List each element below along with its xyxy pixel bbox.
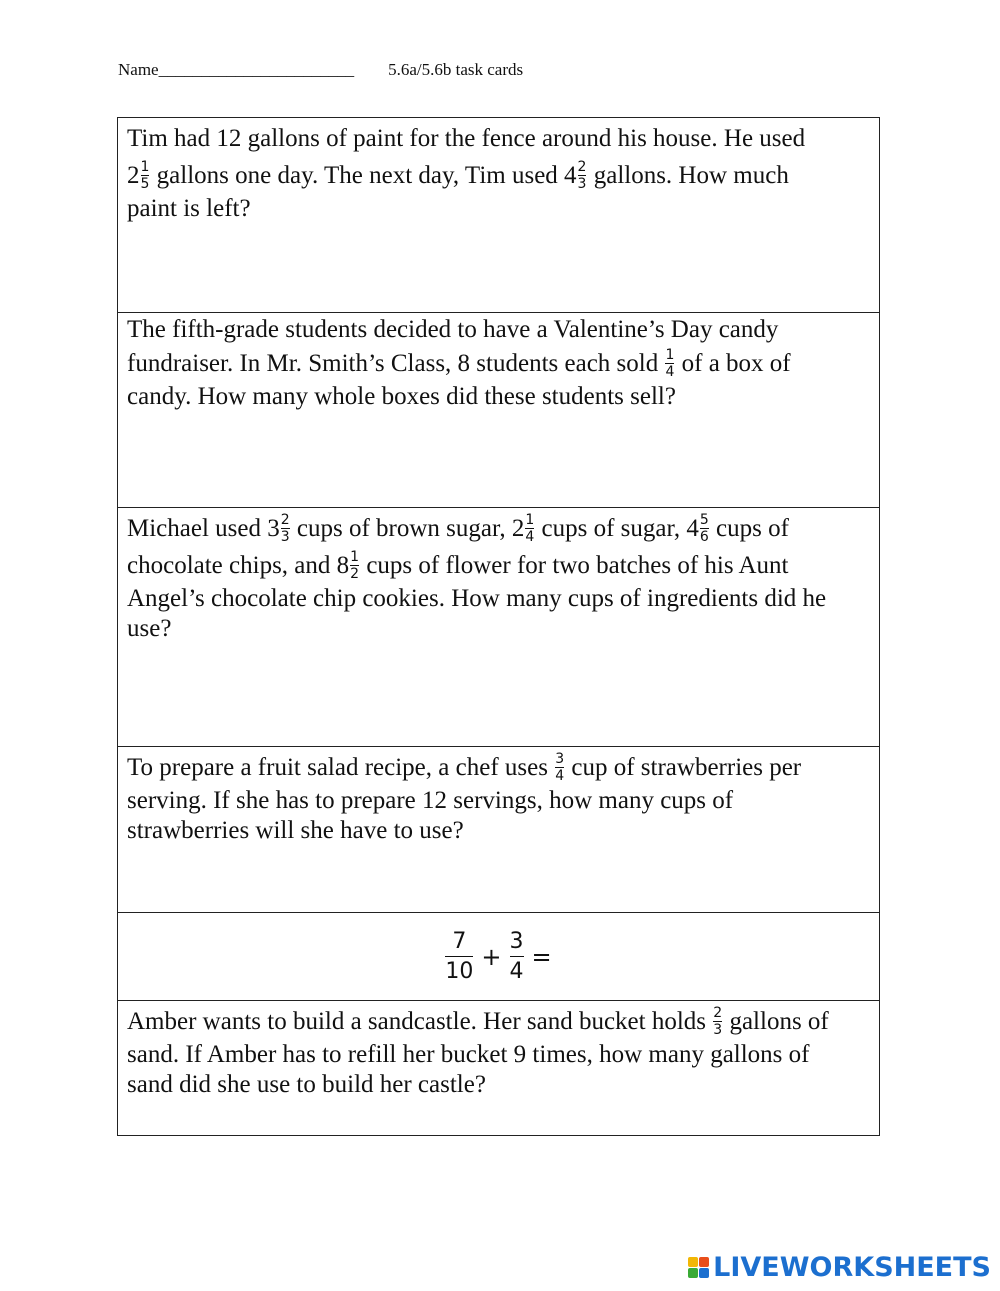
card-4-text: serving. If she has to prepare 12 servings, how many cups of [127,787,734,814]
card-2-text: The fifth-grade students decided to have a Valentine’s Day candy [127,316,779,343]
task-card-6 [118,1001,879,1135]
card-3-text: cups of flower for two batches of his Aunt [360,552,789,579]
fraction: $\frac{1}{4}$ [665,346,675,380]
mixed-number-whole: 4 [686,515,699,542]
card-6-text: Amber wants to build a sandcastle. Her sand bucket holds [127,1008,713,1035]
card-4-text: strawberries will she have to use? [127,817,464,844]
card-6-text: sand did she use to build her castle? [127,1071,486,1098]
task-card-4 [118,747,879,913]
card-6-text: sand. If Amber has to refill her bucket 9 times, how many gallons of [127,1041,810,1068]
card-3-text: cups of brown sugar, [290,515,512,542]
card-3-text: use? [127,615,172,642]
worksheet-header [118,60,523,80]
mixed-number-whole: 8 [336,552,350,579]
task-card-2 [118,313,879,508]
worksheet-title: 5.6a/5.6b task cards [388,60,524,79]
card-4-text: cup of strawberries per [565,754,802,781]
card-2-text: candy. How many whole boxes did these students sell? [127,383,676,410]
fraction: $\frac{3}{4}$ [555,750,565,784]
card-3-text: chocolate chips, and [127,552,337,579]
mixed-number-whole: 2 [127,162,140,189]
mixed-number-whole: 2 [511,515,525,542]
liveworksheets-logo [688,1252,991,1283]
card-6-text: gallons of [723,1008,829,1035]
card-1-text: Tim had 12 gallons of paint for the fence around his house. He used [127,125,806,152]
card-1-text: paint is left? [127,195,251,222]
fraction: $\frac{5}{6}$ [699,511,709,545]
task-cards-table [117,117,880,1136]
card-4-text: To prepare a fruit salad recipe, a chef uses [127,754,555,781]
task-card-1 [118,118,879,313]
card-3-text: Angel’s chocolate chip cookies. How many cups of ingredients did he [127,585,827,612]
card-2-text: of a box of [675,350,791,377]
plus-sign: + [481,942,502,971]
fraction: $\frac{2}{3}$ [713,1004,723,1038]
mixed-number-whole: 3 [267,515,280,542]
fraction: $\frac{2}{3}$ [577,158,587,192]
fraction: $\frac{1}{5}$ [140,158,150,192]
mixed-number-whole: 4 [564,162,577,189]
fraction-a: 7 10 [445,928,474,984]
fraction: $\frac{1}{4}$ [525,511,535,545]
fraction: $\frac{1}{2}$ [350,548,360,582]
card-3-text: Michael used [127,515,268,542]
equals-sign: = [531,942,552,971]
logo-mark-icon [688,1257,709,1278]
card-1-text: gallons one day. The next day, Tim used [150,162,565,189]
task-card-5-equation [118,913,879,1001]
card-3-text: cups of sugar, [535,515,687,542]
card-3-text: cups of [709,515,789,542]
logo-text: LIVEWORKSHEETS [713,1252,991,1283]
task-card-3 [118,508,879,747]
fraction: $\frac{2}{3}$ [280,511,290,545]
name-line: Name_______________________ [118,60,355,79]
card-1-text: gallons. How much [587,162,789,189]
card-2-text: fundraiser. In Mr. Smith’s Class, 8 students each sold [127,350,665,377]
fraction-b: 3 4 [509,928,524,984]
